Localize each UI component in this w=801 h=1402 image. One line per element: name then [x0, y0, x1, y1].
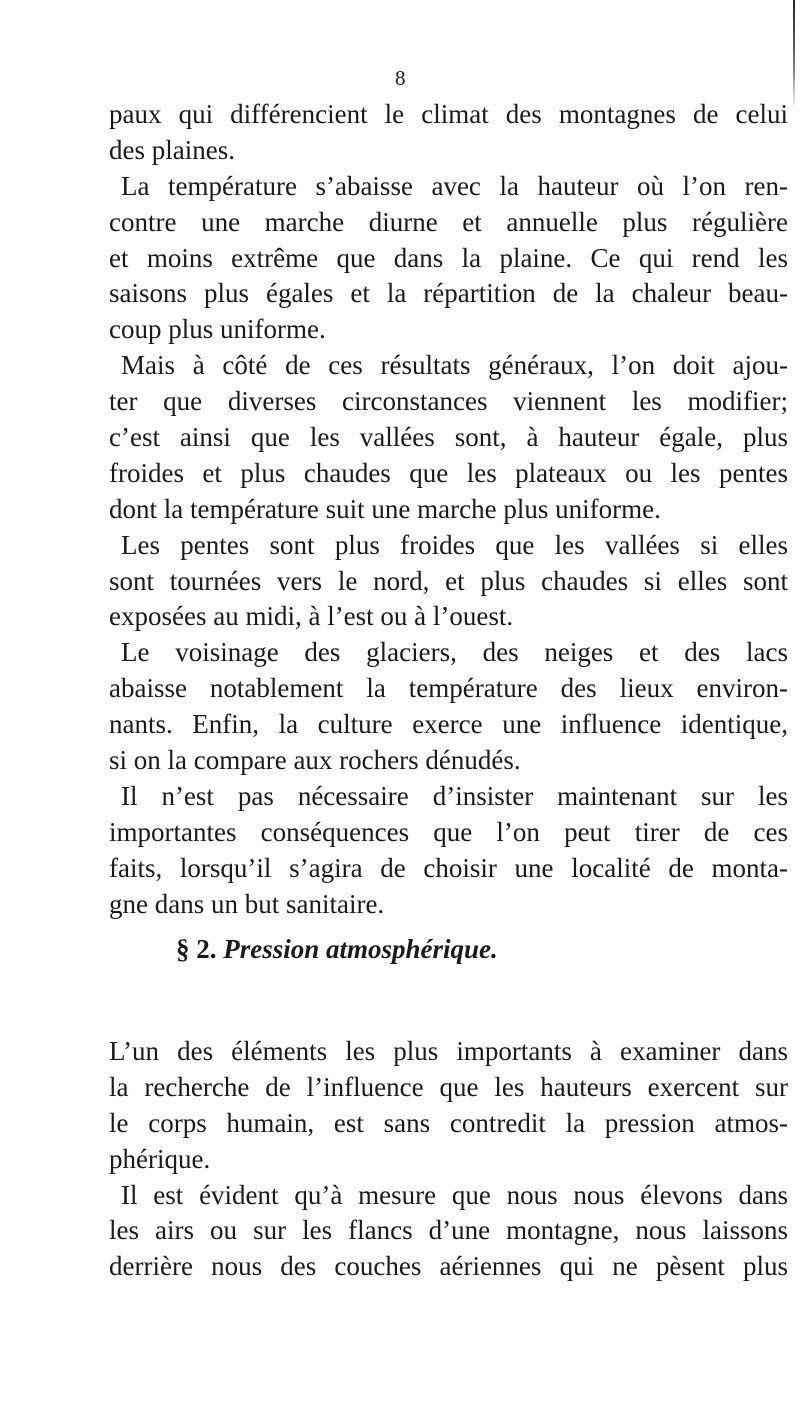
page-edge-shadow [793, 0, 795, 110]
text-line: exposées au midi, à l’est ou à l’ouest. [109, 601, 514, 632]
text-line: gne dans un but sanitaire. [109, 888, 385, 919]
text-line: abaisse notablement la température des lieux environ- [109, 673, 788, 704]
text-line: derrière nous des couches aériennes qui ne pèsent plus [109, 1251, 788, 1282]
text-line: les airs ou sur les flancs d’une montagne, nous laissons [109, 1215, 788, 1246]
text-line: saisons plus égales et la répartition de la chaleur beau- [109, 278, 788, 309]
text-line: nants. Enfin, la culture exerce une influence identique, [109, 709, 788, 740]
text-line: sont tournées vers le nord, et plus chaudes si elles sont [109, 565, 788, 596]
text-line: c’est ainsi que les vallées sont, à hauteur égale, plus [109, 422, 788, 453]
text-line: la recherche de l’influence que les hauteurs exercent sur [109, 1071, 788, 1102]
text-line: Les pentes sont plus froides que les vallées si elles [121, 529, 788, 560]
section-body-text [109, 1034, 788, 1285]
section-title: Pression atmosphérique. [223, 934, 498, 964]
text-line: faits, lorsqu’il s’agira de choisir une localité de monta- [109, 852, 788, 883]
text-line: froides et plus chaudes que les plateaux ou les pentes [109, 457, 788, 488]
section-number: § 2. [176, 934, 217, 964]
text-line: Il n’est pas nécessaire d’insister maintenant sur les [121, 780, 788, 811]
text-line: ter que diverses circonstances viennent les modifier; [109, 386, 788, 417]
text-line: contre une marche diurne et annuelle plus régulière [109, 206, 788, 237]
text-line: L’un des éléments les plus importants à examiner dans [109, 1036, 788, 1066]
text-line: Le voisinage des glaciers, des neiges et des lacs [121, 637, 788, 668]
text-line: Mais à côté de ces résultats généraux, l’on doit ajou- [121, 350, 788, 381]
text-line: si on la compare aux rochers dénudés. [109, 745, 521, 776]
text-line: et moins extrême que dans la plaine. Ce qui rend les [109, 242, 788, 273]
section-heading [176, 931, 776, 967]
body-text [109, 97, 788, 922]
text-line: La température s’abaisse avec la hauteur où l’on ren- [121, 170, 788, 201]
page-number: 8 [395, 66, 406, 90]
text-line: paux qui différencient le climat des montagnes de celui [109, 99, 788, 129]
text-line: Il est évident qu’à mesure que nous nous élevons dans [121, 1179, 788, 1210]
text-line: phérique. [109, 1143, 211, 1174]
text-line: coup plus uniforme. [109, 314, 326, 345]
text-line: le corps humain, est sans contredit la pression atmos- [109, 1107, 788, 1138]
text-line: des plaines. [109, 134, 235, 165]
text-line: importantes conséquences que l’on peut tirer de ces [109, 816, 788, 847]
text-line: dont la température suit une marche plus uniforme. [109, 493, 661, 524]
